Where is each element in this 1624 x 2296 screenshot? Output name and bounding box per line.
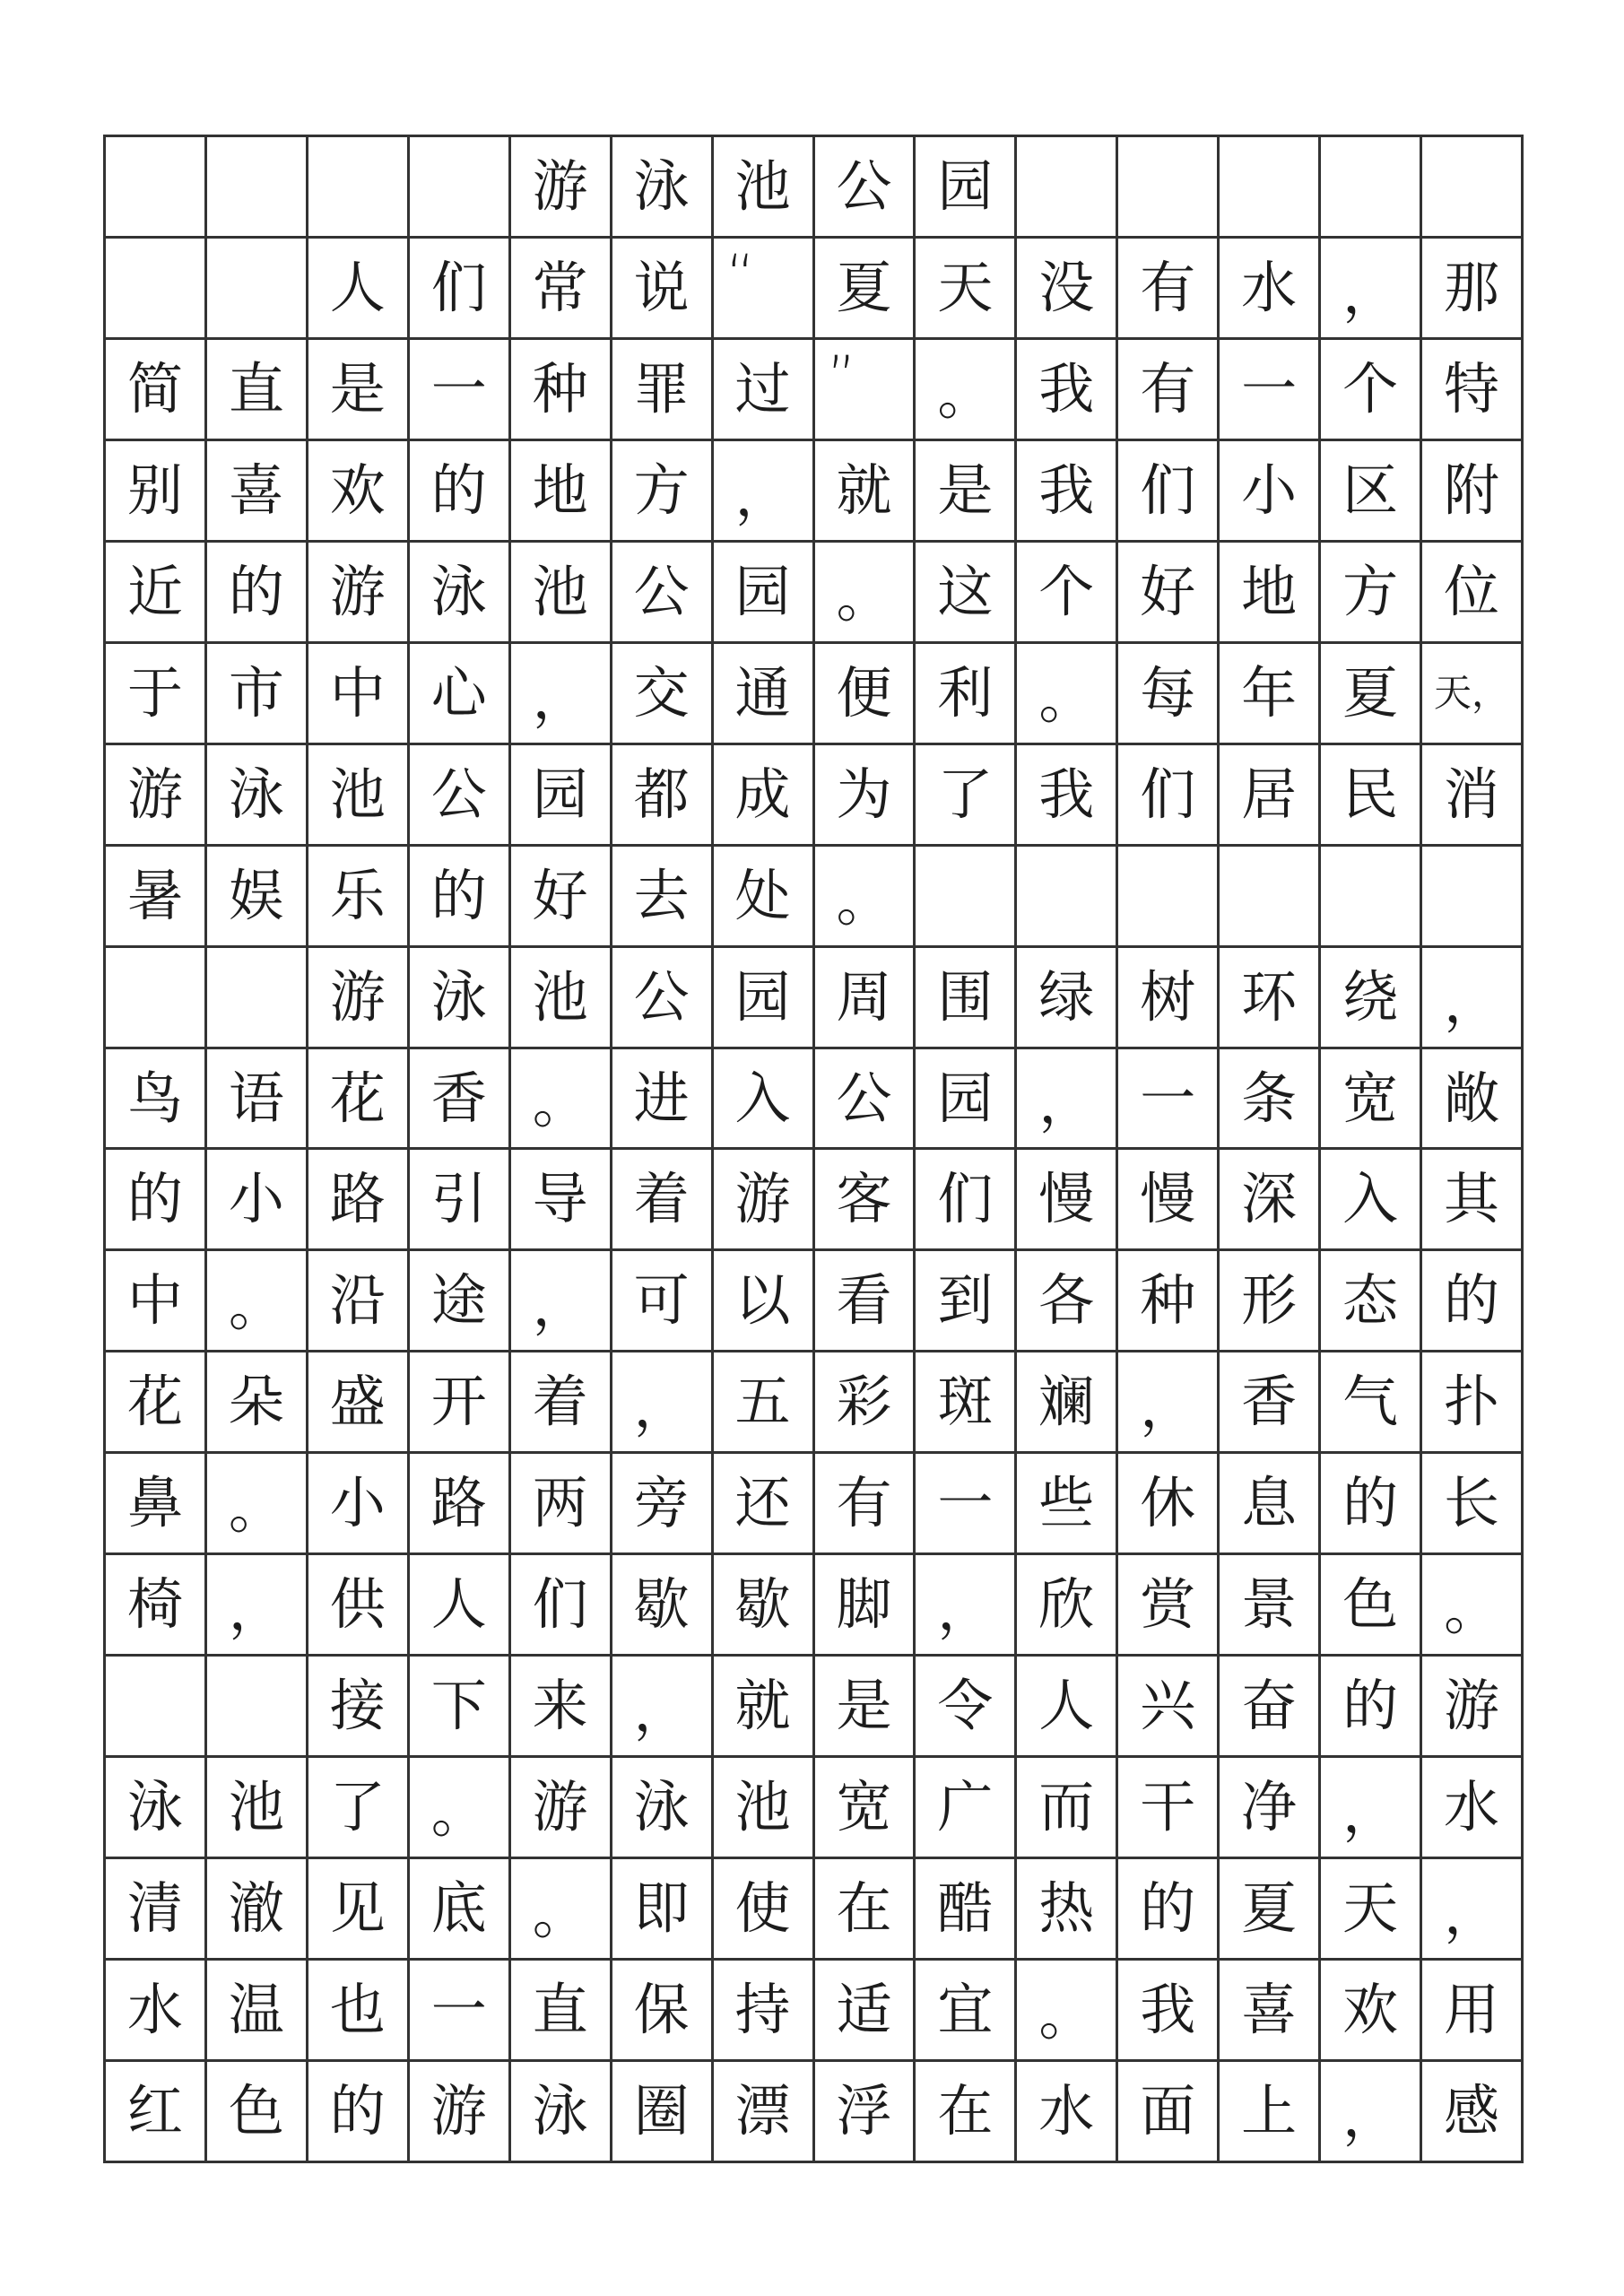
grid-cell: 面: [1118, 2062, 1220, 2163]
grid-cell: 游: [1422, 1657, 1524, 1758]
grid-cell: 方: [1321, 543, 1422, 644]
grid-cell: [1017, 847, 1118, 948]
grid-cell: [1220, 137, 1321, 239]
grid-cell: 。: [207, 1251, 308, 1352]
grid-cell: 。: [815, 543, 916, 644]
grid-cell: ，: [1017, 1049, 1118, 1151]
grid-cell: 而: [1017, 1758, 1118, 1859]
grid-cell: 民: [1321, 745, 1422, 847]
grid-cell: 欢: [1321, 1961, 1422, 2062]
grid-cell: 好: [511, 847, 612, 948]
grid-cell: 中: [308, 644, 410, 745]
grid-cell: 夏: [1321, 644, 1422, 745]
grid-cell: 。: [410, 1758, 511, 1859]
grid-cell: 歇: [612, 1555, 714, 1657]
grid-cell: 旁: [612, 1454, 714, 1555]
grid-cell: ，: [1321, 2062, 1422, 2163]
grid-cell: 导: [511, 1150, 612, 1251]
grid-cell: 交: [612, 644, 714, 745]
grid-cell: 环: [1220, 948, 1321, 1049]
grid-cell: [106, 137, 207, 239]
grid-cell: [106, 239, 207, 340]
grid-cell: 个: [1017, 543, 1118, 644]
grid-cell: 游: [511, 137, 612, 239]
grid-cell: 热: [1017, 1859, 1118, 1961]
grid-cell: 慢: [1118, 1150, 1220, 1251]
grid-cell: 绕: [1321, 948, 1422, 1049]
grid-cell: 们: [410, 239, 511, 340]
grid-cell: 泳: [612, 1758, 714, 1859]
grid-cell: [207, 948, 308, 1049]
grid-cell: 便: [815, 644, 916, 745]
grid-cell: 欣: [1017, 1555, 1118, 1657]
grid-cell: 罪: [612, 340, 714, 441]
grid-cell: 入: [1321, 1150, 1422, 1251]
grid-cell: 中: [106, 1251, 207, 1352]
grid-cell: [308, 137, 410, 239]
grid-cell: 们: [1118, 441, 1220, 543]
grid-cell: 处: [714, 847, 815, 948]
grid-cell: 斑: [916, 1352, 1017, 1454]
grid-cell: 的: [410, 441, 511, 543]
grid-cell: 人: [410, 1555, 511, 1657]
grid-cell: 的: [1321, 1454, 1422, 1555]
grid-cell: 宜: [916, 1961, 1017, 2062]
grid-cell: ，: [511, 1251, 612, 1352]
grid-cell: [207, 239, 308, 340]
grid-cell: 酷: [916, 1859, 1017, 1961]
grid-cell: 池: [207, 1758, 308, 1859]
grid-cell: 休: [1118, 1454, 1220, 1555]
grid-cell: 盛: [308, 1352, 410, 1454]
grid-cell: 了: [916, 745, 1017, 847]
grid-cell: 天: [1321, 1859, 1422, 1961]
grid-cell: 浮: [815, 2062, 916, 2163]
grid-cell: 开: [410, 1352, 511, 1454]
grid-cell: 是: [916, 441, 1017, 543]
grid-cell: 们: [511, 1555, 612, 1657]
grid-cell: 在: [916, 2062, 1017, 2163]
grid-cell: [1118, 847, 1220, 948]
grid-cell: 下: [410, 1657, 511, 1758]
grid-cell: 简: [106, 340, 207, 441]
grid-cell: 彩: [815, 1352, 916, 1454]
grid-cell: 花: [308, 1049, 410, 1151]
grid-cell: 花: [106, 1352, 207, 1454]
grid-cell: 引: [410, 1150, 511, 1251]
grid-cell: 就: [714, 1657, 815, 1758]
grid-cell: 朵: [207, 1352, 308, 1454]
grid-cell: 的: [410, 847, 511, 948]
grid-cell: 我: [1017, 441, 1118, 543]
grid-cell: 游: [511, 1758, 612, 1859]
grid-cell: 还: [714, 1454, 815, 1555]
grid-cell: 也: [308, 1961, 410, 2062]
grid-cell: 泳: [612, 137, 714, 239]
grid-cell: 持: [714, 1961, 815, 2062]
grid-cell: 广: [916, 1758, 1017, 1859]
grid-cell: 去: [612, 847, 714, 948]
grid-cell: 园: [714, 948, 815, 1049]
grid-cell: 用: [1422, 1961, 1524, 2062]
grid-cell: 心: [410, 644, 511, 745]
grid-cell: ，: [612, 1352, 714, 1454]
grid-cell: 上: [1220, 2062, 1321, 2163]
grid-cell: 鼻: [106, 1454, 207, 1555]
grid-cell: 游: [714, 1150, 815, 1251]
grid-cell: [916, 847, 1017, 948]
grid-cell: 着: [612, 1150, 714, 1251]
grid-cell: 树: [1118, 948, 1220, 1049]
grid-cell: 有: [1118, 239, 1220, 340]
grid-cell: 了: [308, 1758, 410, 1859]
grid-cell: 一: [1118, 1049, 1220, 1151]
grid-cell: 周: [815, 948, 916, 1049]
grid-cell: 人: [308, 239, 410, 340]
grid-cell: ，: [1118, 1352, 1220, 1454]
grid-cell: 娱: [207, 847, 308, 948]
grid-cell: [106, 1657, 207, 1758]
grid-cell: 游: [106, 745, 207, 847]
grid-cell: 地: [511, 441, 612, 543]
grid-cell: 暑: [106, 847, 207, 948]
grid-cell: 市: [207, 644, 308, 745]
grid-cell: 过: [714, 340, 815, 441]
grid-cell: 的: [1118, 1859, 1220, 1961]
grid-cell: 条: [1220, 1049, 1321, 1151]
grid-cell: 位: [1422, 543, 1524, 644]
grid-cell: 泳: [207, 745, 308, 847]
grid-cell: [1422, 137, 1524, 239]
grid-cell: 种: [1118, 1251, 1220, 1352]
grid-cell: 一: [410, 340, 511, 441]
grid-cell: ，: [612, 1657, 714, 1758]
grid-cell: 为: [815, 745, 916, 847]
grid-cell: 各: [1017, 1251, 1118, 1352]
grid-cell: 们: [916, 1150, 1017, 1251]
grid-cell: 常: [511, 239, 612, 340]
grid-cell: 在: [815, 1859, 916, 1961]
grid-cell: 。: [1017, 644, 1118, 745]
grid-cell: 于: [106, 644, 207, 745]
grid-cell: 慢: [1017, 1150, 1118, 1251]
grid-cell: 的: [1422, 1251, 1524, 1352]
grid-cell: 乐: [308, 847, 410, 948]
grid-cell: 的: [207, 543, 308, 644]
grid-cell: 的: [106, 1150, 207, 1251]
grid-cell: ”: [815, 340, 916, 441]
grid-cell: 供: [308, 1555, 410, 1657]
grid-cell: 温: [207, 1961, 308, 2062]
grid-cell: “: [714, 239, 815, 340]
grid-cell: 利: [916, 644, 1017, 745]
grid-cell: 池: [714, 137, 815, 239]
grid-cell: 令: [916, 1657, 1017, 1758]
grid-cell: 水: [1422, 1758, 1524, 1859]
grid-cell: 干: [1118, 1758, 1220, 1859]
grid-cell: [1017, 137, 1118, 239]
grid-cell: 种: [511, 340, 612, 441]
grid-cell: 没: [1017, 239, 1118, 340]
grid-cell: 直: [207, 340, 308, 441]
grid-cell: 鸟: [106, 1049, 207, 1151]
grid-cell: 有: [815, 1454, 916, 1555]
grid-cell: [1220, 847, 1321, 948]
grid-cell: 我: [1017, 745, 1118, 847]
grid-cell: 。: [511, 1859, 612, 1961]
grid-cell: 公: [410, 745, 511, 847]
grid-cell: ，: [1321, 1758, 1422, 1859]
grid-cell: ，: [207, 1555, 308, 1657]
grid-cell: 香: [410, 1049, 511, 1151]
grid-cell: 绿: [1017, 948, 1118, 1049]
grid-cell: 这: [916, 543, 1017, 644]
grid-cell: 着: [511, 1352, 612, 1454]
grid-cell: 说: [612, 239, 714, 340]
grid-cell: ，: [511, 644, 612, 745]
grid-cell: 语: [207, 1049, 308, 1151]
grid-cell: 气: [1321, 1352, 1422, 1454]
grid-cell: 别: [106, 441, 207, 543]
grid-cell: 两: [511, 1454, 612, 1555]
grid-cell: 围: [916, 948, 1017, 1049]
grid-cell: 宽: [815, 1758, 916, 1859]
grid-cell: 夏: [1220, 1859, 1321, 1961]
grid-cell: 沿: [308, 1251, 410, 1352]
grid-cell: 园: [916, 1049, 1017, 1151]
grid-cell: [1118, 137, 1220, 239]
grid-cell: 特: [1422, 340, 1524, 441]
grid-cell: 。: [1017, 1961, 1118, 2062]
grid-cell: 就: [815, 441, 916, 543]
grid-cell: 是: [815, 1657, 916, 1758]
grid-cell: 净: [1220, 1758, 1321, 1859]
grid-cell: 区: [1321, 441, 1422, 543]
grid-cell: 公: [815, 1049, 916, 1151]
grid-cell: 天: [916, 239, 1017, 340]
grid-cell: 香: [1220, 1352, 1321, 1454]
grid-cell: 们: [1118, 745, 1220, 847]
grid-cell: 看: [815, 1251, 916, 1352]
grid-cell: 直: [511, 1961, 612, 2062]
grid-cell: 好: [1118, 543, 1220, 644]
grid-cell: 小: [1220, 441, 1321, 543]
grid-cell: 的: [308, 2062, 410, 2163]
grid-cell: 到: [916, 1251, 1017, 1352]
grid-cell: 五: [714, 1352, 815, 1454]
grid-cell: 个: [1321, 340, 1422, 441]
grid-cell: 入: [714, 1049, 815, 1151]
grid-cell: 。: [916, 340, 1017, 441]
grid-cell: 一: [410, 1961, 511, 2062]
grid-cell: 奋: [1220, 1657, 1321, 1758]
grid-cell: 地: [1220, 543, 1321, 644]
grid-cell: 园: [511, 745, 612, 847]
grid-cell: 底: [410, 1859, 511, 1961]
grid-cell: 保: [612, 1961, 714, 2062]
grid-cell: 椅: [106, 1555, 207, 1657]
grid-cell: ，: [916, 1555, 1017, 1657]
grid-cell: ，: [1321, 239, 1422, 340]
grid-cell: 。: [815, 847, 916, 948]
grid-cell: 近: [106, 543, 207, 644]
grid-cell: 年: [1220, 644, 1321, 745]
grid-cell: 我: [1118, 1961, 1220, 2062]
grid-cell: 脚: [815, 1555, 916, 1657]
grid-cell: 歇: [714, 1555, 815, 1657]
grid-cell: 些: [1017, 1454, 1118, 1555]
grid-cell: [106, 948, 207, 1049]
grid-cell: [1321, 137, 1422, 239]
grid-cell: 欢: [308, 441, 410, 543]
grid-cell: 适: [815, 1961, 916, 2062]
grid-cell: 成: [714, 745, 815, 847]
grid-cell: 形: [1220, 1251, 1321, 1352]
grid-cell: 一: [1220, 340, 1321, 441]
grid-cell: 斓: [1017, 1352, 1118, 1454]
grid-cell: 池: [511, 543, 612, 644]
grid-cell: 那: [1422, 239, 1524, 340]
grid-cell: [207, 137, 308, 239]
grid-cell: 进: [612, 1049, 714, 1151]
grid-cell: 澈: [207, 1859, 308, 1961]
manuscript-grid: [103, 135, 1524, 2163]
grid-cell: 方: [612, 441, 714, 543]
grid-cell: 。: [207, 1454, 308, 1555]
grid-cell: 赏: [1118, 1555, 1220, 1657]
grid-cell: [410, 137, 511, 239]
grid-cell: 游: [410, 2062, 511, 2163]
grid-cell: 途: [410, 1251, 511, 1352]
grid-cell: 泳: [106, 1758, 207, 1859]
grid-cell: 游: [308, 948, 410, 1049]
grid-cell: 以: [714, 1251, 815, 1352]
grid-cell: 泳: [410, 948, 511, 1049]
grid-cell: 可: [612, 1251, 714, 1352]
grid-cell: 人: [1017, 1657, 1118, 1758]
grid-cell: 园: [916, 137, 1017, 239]
grid-cell: 路: [410, 1454, 511, 1555]
grid-cell: 天，: [1422, 644, 1524, 745]
grid-cell: 消: [1422, 745, 1524, 847]
grid-cell: 公: [612, 948, 714, 1049]
grid-cell: ，: [1422, 1859, 1524, 1961]
grid-cell: 池: [308, 745, 410, 847]
grid-cell: 小: [308, 1454, 410, 1555]
grid-cell: 池: [714, 1758, 815, 1859]
grid-cell: 。: [1422, 1555, 1524, 1657]
grid-cell: 使: [714, 1859, 815, 1961]
grid-cell: 池: [511, 948, 612, 1049]
grid-cell: [207, 1657, 308, 1758]
grid-cell: 附: [1422, 441, 1524, 543]
grid-cell: 清: [106, 1859, 207, 1961]
grid-cell: 扑: [1422, 1352, 1524, 1454]
grid-cell: 态: [1321, 1251, 1422, 1352]
grid-cell: 圈: [612, 2062, 714, 2163]
grid-cell: 其: [1422, 1150, 1524, 1251]
grid-cell: 都: [612, 745, 714, 847]
grid-cell: 是: [308, 340, 410, 441]
grid-cell: 泳: [410, 543, 511, 644]
grid-cell: 景: [1220, 1555, 1321, 1657]
grid-cell: 公: [612, 543, 714, 644]
grid-cell: 色: [1321, 1555, 1422, 1657]
grid-cell: 水: [106, 1961, 207, 2062]
grid-cell: 色: [207, 2062, 308, 2163]
grid-cell: 泳: [511, 2062, 612, 2163]
grid-cell: 居: [1220, 745, 1321, 847]
grid-cell: 感: [1422, 2062, 1524, 2163]
grid-cell: 深: [1220, 1150, 1321, 1251]
grid-cell: 红: [106, 2062, 207, 2163]
grid-cell: 漂: [714, 2062, 815, 2163]
grid-cell: 即: [612, 1859, 714, 1961]
grid-cell: 公: [815, 137, 916, 239]
grid-cell: ，: [1422, 948, 1524, 1049]
grid-cell: 通: [714, 644, 815, 745]
grid-cell: 夏: [815, 239, 916, 340]
grid-cell: 游: [308, 543, 410, 644]
grid-cell: 路: [308, 1150, 410, 1251]
grid-cell: 宽: [1321, 1049, 1422, 1151]
grid-cell: 每: [1118, 644, 1220, 745]
grid-cell: 喜: [207, 441, 308, 543]
grid-cell: 来: [511, 1657, 612, 1758]
grid-cell: 的: [1321, 1657, 1422, 1758]
grid-cell: 小: [207, 1150, 308, 1251]
grid-cell: [1321, 847, 1422, 948]
grid-cell: 兴: [1118, 1657, 1220, 1758]
grid-cell: ，: [714, 441, 815, 543]
grid-cell: 水: [1220, 239, 1321, 340]
grid-cell: 园: [714, 543, 815, 644]
grid-cell: 长: [1422, 1454, 1524, 1555]
grid-cell: 一: [916, 1454, 1017, 1555]
grid-cell: 水: [1017, 2062, 1118, 2163]
grid-cell: 喜: [1220, 1961, 1321, 2062]
grid-cell: 。: [511, 1049, 612, 1151]
grid-cell: 敞: [1422, 1049, 1524, 1151]
grid-cell: 接: [308, 1657, 410, 1758]
grid-cell: [1422, 847, 1524, 948]
grid-cell: 有: [1118, 340, 1220, 441]
grid-cell: 见: [308, 1859, 410, 1961]
grid-cell: 客: [815, 1150, 916, 1251]
grid-cell: 我: [1017, 340, 1118, 441]
grid-cell: 息: [1220, 1454, 1321, 1555]
